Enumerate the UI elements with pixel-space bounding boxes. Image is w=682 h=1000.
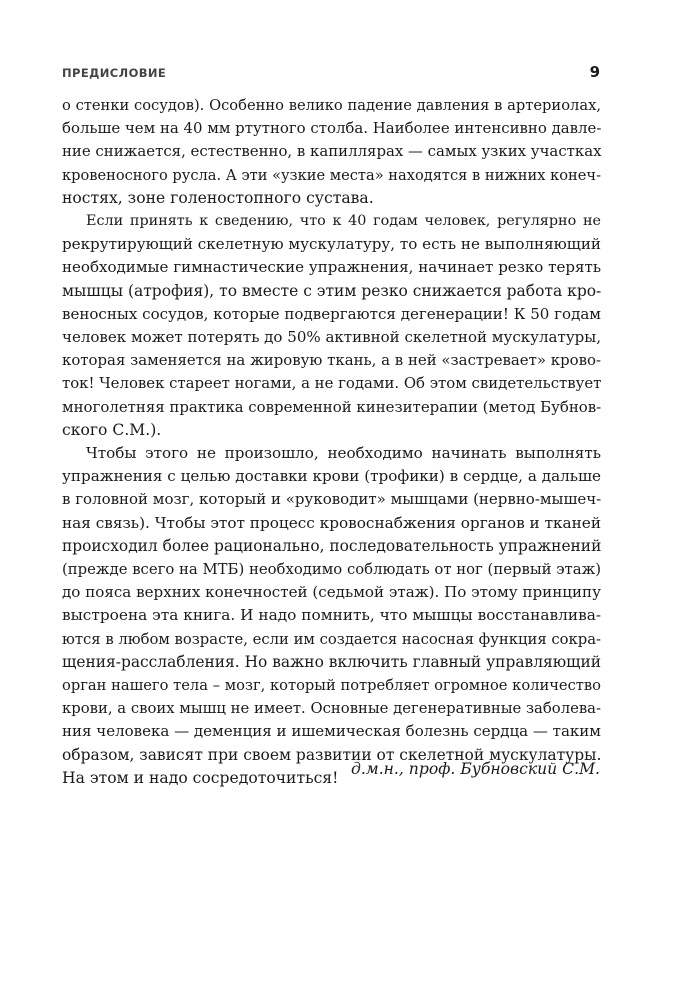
text-line: ния человека — деменция и ишемическая болезнь сердца — таким	[62, 722, 601, 741]
text-line: крови, а своих мышц не имеет. Основные дегенеративные заболева-	[62, 700, 601, 718]
text-line: ского С.М.).	[62, 420, 162, 439]
text-line: упражнения с целью доставки крови (трофики) в сердце, а дальше	[62, 467, 601, 486]
text-line: человек может потерять до 50% активной скелетной мускулатуры,	[62, 328, 602, 347]
text-line: ная связь). Чтобы этот процесс кровоснабжения органов и тканей	[62, 513, 601, 532]
text-line: рекрутирующий скелетную мускулатуру, то есть не выполняющий	[62, 235, 601, 254]
text-line: которая заменяется на жировую ткань, а в ней «застревает» крово-	[62, 351, 601, 370]
text-line: Если принять к сведению, что к 40 годам человек, регулярно не	[86, 213, 601, 230]
page-number: 9	[589, 63, 600, 81]
running-title: ПРЕДИСЛОВИЕ	[62, 66, 167, 80]
text-line: (прежде всего на МТБ) необходимо соблюдать от ног (первый этаж)	[62, 561, 601, 579]
text-line: в головной мозг, который и «руководит» мышцами (нервно-мышеч-	[62, 490, 602, 509]
text-line: о стенки сосудов). Особенно велико падение давления в артериолах,	[62, 97, 601, 114]
text-line: ние снижается, естественно, в капиллярах — самых узких участках	[62, 142, 602, 161]
text-line: необходимые гимнастические упражнения, начинает резко терять	[62, 258, 601, 277]
text-line: щения-расслабления. Но важно включить главный управляющий	[62, 652, 602, 671]
text-line: до пояса верхних конечностей (седьмой этаж). По этому принципу	[62, 583, 601, 602]
body-text	[62, 94, 601, 790]
text-line: ются в любом возрасте, если им создается насосная функция сокра-	[62, 630, 601, 648]
text-line: веносных сосудов, которые подвергаются дегенерации! К 50 годам	[62, 304, 601, 323]
text-line: выстроена эта книга. И надо помнить, что мышцы восстанавлива-	[62, 606, 601, 625]
author-signature: д.м.н., проф. Бубновский С.М.	[350, 760, 600, 778]
text-line: мышцы (атрофия), то вместе с этим резко снижается работа кро-	[62, 281, 602, 300]
text-line: Чтобы этого не произошло, необходимо начинать выполнять	[86, 444, 601, 463]
text-line: происходил более рационально, последовательность упражнений	[62, 536, 602, 555]
text-line: ностях, зоне голеностопного сустава.	[62, 188, 374, 207]
text-line: образом, зависят при своем развитии от скелетной мускулатуры.	[62, 745, 602, 764]
text-line: На этом и надо сосредоточиться!	[62, 768, 339, 787]
text-line: многолетняя практика современной кинезитерапии (метод Бубнов-	[62, 397, 602, 416]
text-line: ток! Человек стареет ногами, а не годами. Об этом свидетельствует	[62, 374, 602, 393]
text-line: больше чем на 40 мм ртутного столба. Наиболее интенсивно давле-	[62, 119, 602, 138]
text-line: кровеносного русла. А эти «узкие места» находятся в нижних конеч-	[62, 166, 601, 184]
text-line: орган нашего тела – мозг, который потребляет огромное количество	[62, 677, 601, 695]
